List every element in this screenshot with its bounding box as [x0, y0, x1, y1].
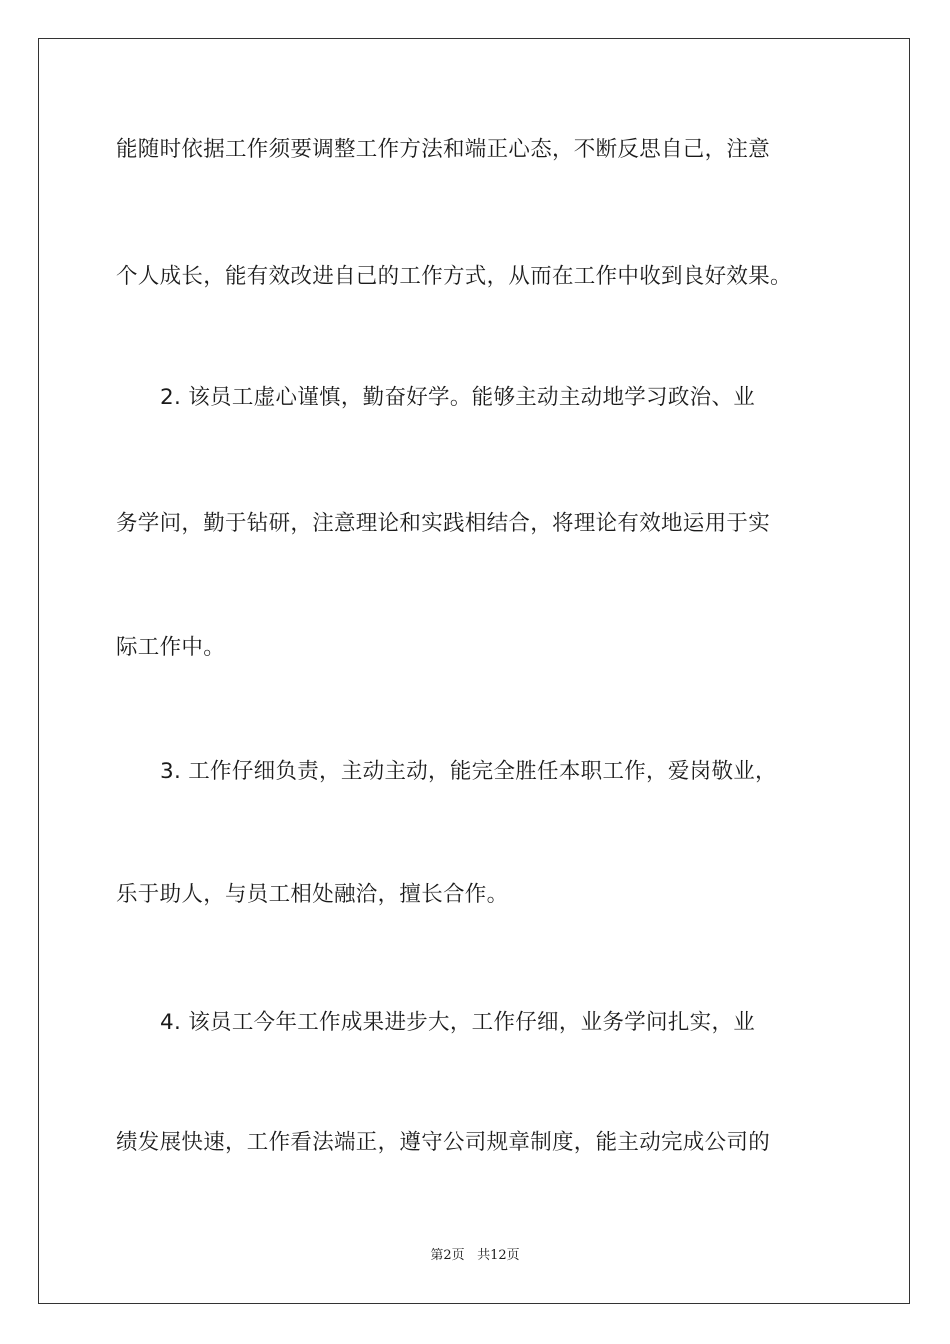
- paragraph-1-line-1: 能随时依据工作须要调整工作方法和端正心态，不断反思自己，注意: [116, 137, 771, 162]
- page-number: 第2页: [430, 1248, 465, 1263]
- paragraph-4-line-1: 4. 该员工今年工作成果进步大，工作仔细，业务学问扎实，业: [160, 1010, 756, 1035]
- paragraph-2-line-3: 际工作中。: [116, 635, 226, 660]
- paragraph-3-line-2: 乐于助人，与员工相处融洽，擅长合作。: [116, 882, 509, 907]
- paragraph-4-line-2: 绩发展快速，工作看法端正，遵守公司规章制度，能主动完成公司的: [116, 1130, 771, 1155]
- page-footer: [0, 1247, 950, 1265]
- page-total: 共12页: [477, 1248, 520, 1263]
- page-border: [38, 38, 910, 1304]
- paragraph-3-line-1: 3. 工作仔细负责，主动主动，能完全胜任本职工作，爱岗敬业，: [160, 759, 777, 784]
- paragraph-2-line-1: 2. 该员工虚心谨慎，勤奋好学。能够主动主动地学习政治、业: [160, 385, 756, 410]
- paragraph-2-line-2: 务学问，勤于钻研，注意理论和实践相结合，将理论有效地运用于实: [116, 511, 771, 536]
- paragraph-1-line-2: 个人成长，能有效改进自己的工作方式，从而在工作中收到良好效果。: [116, 264, 792, 289]
